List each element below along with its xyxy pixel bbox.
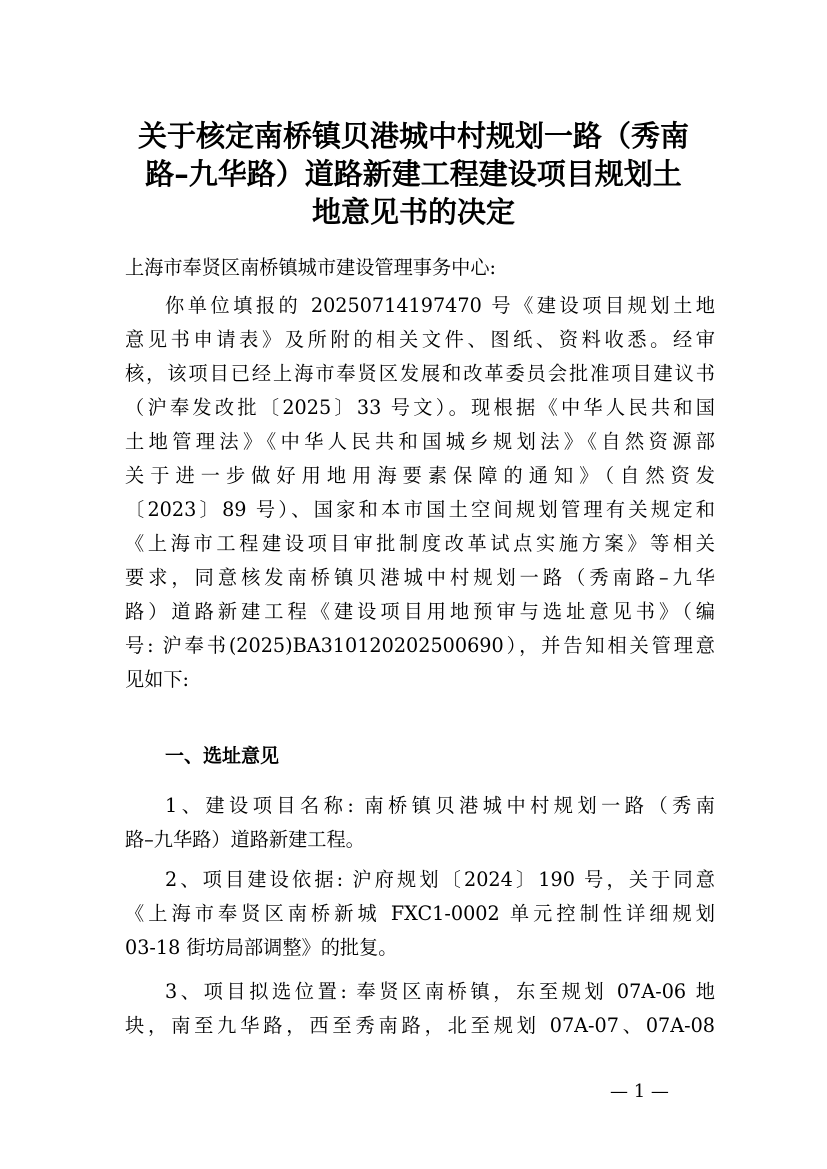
title-line: 地意见书的决定	[311, 195, 515, 229]
paragraph-line: 《上海市奉贤区南桥新城 FXC1-0002 单元控制性详细规划	[125, 902, 715, 925]
paragraph-line: 1、建设项目名称: 南桥镇贝港城中村规划一路（秀南	[165, 794, 715, 817]
intro-paragraph	[125, 289, 715, 697]
addressee	[125, 251, 715, 285]
item-2-paragraph	[125, 863, 715, 965]
paragraph-line: 号: 沪奉书(2025)BA310120202500690），并告知相关管理意	[125, 634, 715, 657]
paragraph-line: 意见书申请表》及所附的相关文件、图纸、资料收悉。经审	[125, 328, 715, 351]
paragraph-line: 关于进一步做好用地用海要素保障的通知》（自然资发	[125, 464, 715, 487]
paragraph-line: 〔2023〕89 号）、国家和本市国土空间规划管理有关规定和	[125, 498, 715, 521]
document-title	[116, 117, 711, 231]
item-1-paragraph	[125, 789, 715, 857]
paragraph-line: 03-18 街坊局部调整》的批复。	[125, 936, 398, 959]
paragraph-line: 土地管理法》《中华人民共和国城乡规划法》《自然资源部	[125, 430, 715, 453]
title-line: 关于核定南桥镇贝港城中村规划一路（秀南	[137, 119, 689, 153]
item-3-paragraph	[125, 975, 715, 1043]
paragraph-line: 块，南至九华路，西至秀南路，北至规划 07A-07、07A-08	[125, 1014, 715, 1037]
title-line: 路–九华路）道路新建工程建设项目规划土	[145, 157, 682, 191]
paragraph-line: 路–九华路）道路新建工程。	[125, 828, 365, 851]
paragraph-line: 2、项目建设依据: 沪府规划〔2024〕190 号，关于同意	[165, 868, 715, 891]
paragraph-line: 《上海市工程建设项目审批制度改革试点实施方案》等相关	[125, 532, 715, 555]
paragraph-line: 核，该项目已经上海市奉贤区发展和改革委员会批准项目建议书	[125, 362, 715, 385]
paragraph-line: 要求，同意核发南桥镇贝港城中村规划一路（秀南路–九华	[125, 566, 715, 589]
paragraph-line: 3、项目拟选位置: 奉贤区南桥镇，东至规划 07A-06 地	[165, 980, 715, 1003]
paragraph-line: 路）道路新建工程《建设项目用地预审与选址意见书》（编	[125, 600, 715, 623]
paragraph-line: （沪奉发改批〔2025〕33 号文）。现根据《中华人民共和国	[125, 396, 715, 419]
section-heading: 一、选址意见	[165, 745, 280, 767]
paragraph-line: 你单位填报的 20250714197470 号《建设项目规划土地	[165, 294, 715, 317]
paragraph-line: 见如下:	[125, 668, 190, 691]
page-number: — 1 —	[610, 1081, 669, 1102]
addressee-line: 上海市奉贤区南桥镇城市建设管理事务中心:	[125, 256, 497, 279]
